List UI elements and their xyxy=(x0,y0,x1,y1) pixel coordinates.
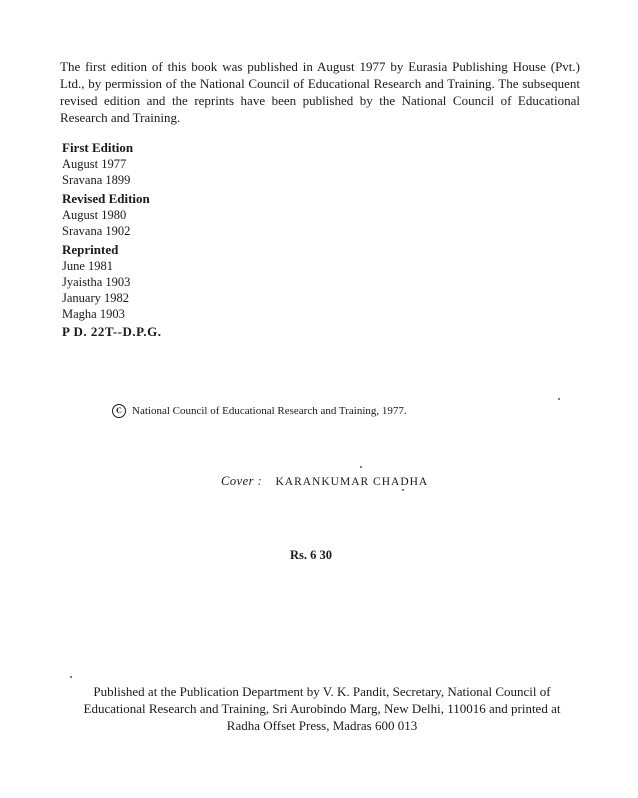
scan-speck xyxy=(402,489,404,491)
revised-edition-heading: Revised Edition xyxy=(62,191,150,206)
first-edition-line: August 1977 xyxy=(62,157,127,171)
edition-history xyxy=(62,140,282,340)
scan-speck xyxy=(70,676,72,678)
scan-speck xyxy=(360,466,362,468)
first-edition-line: Sravana 1899 xyxy=(62,173,131,187)
cover-artist: KARANKUMAR CHADHA xyxy=(275,476,429,488)
scan-speck xyxy=(558,398,560,400)
copyright-icon: C xyxy=(112,404,126,418)
first-edition-heading: First Edition xyxy=(62,140,134,155)
copyright-notice xyxy=(112,404,532,418)
reprinted-line: January 1982 xyxy=(62,291,129,305)
price: Rs. 6 30 xyxy=(290,548,333,562)
publication-code: P D. 22T--D.P.G. xyxy=(62,324,162,339)
revised-edition-line: Sravana 1902 xyxy=(62,224,131,238)
cover-credit xyxy=(221,474,481,489)
reprinted-line: June 1981 xyxy=(62,259,114,273)
publisher-footer: Published at the Publication Department by V. K. Pandit, Secretary, National Council of Educational Research and Training, Sri Aurobindo Marg, New Delhi, 110016 and printed at Radha Offset Press, Madras 600 013 xyxy=(83,684,561,733)
reprinted-line: Jyaistha 1903 xyxy=(62,275,131,289)
reprinted-heading: Reprinted xyxy=(62,242,119,257)
cover-label: Cover : xyxy=(221,474,263,488)
copyright-text: National Council of Educational Research and Training, 1977. xyxy=(132,405,407,417)
reprinted-line: Magha 1903 xyxy=(62,307,125,321)
revised-edition-line: August 1980 xyxy=(62,208,127,222)
intro-paragraph: The first edition of this book was published in August 1977 by Eurasia Publishing House (Pvt.) Ltd., by permission of the National Council of Educational Research and Training. The subsequent revised edition and the reprints have been published by the National Council of Educational Research and Training. xyxy=(60,59,580,125)
